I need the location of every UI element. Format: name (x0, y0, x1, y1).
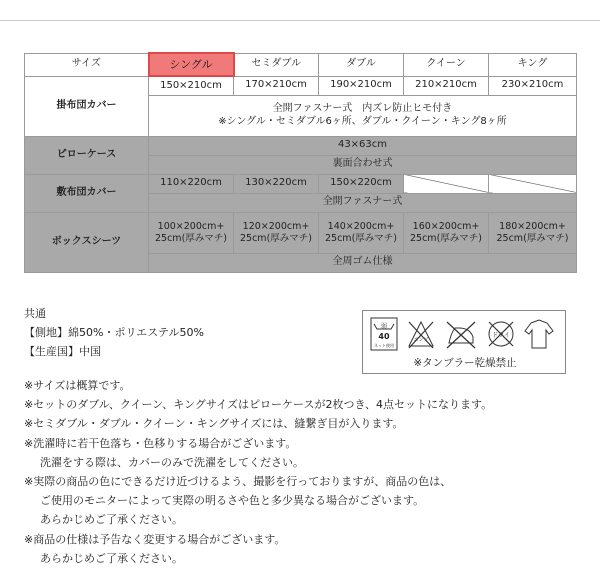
note-line: あらかじめご了承ください。 (40, 551, 183, 565)
box-size-a: 100×200cm+ (157, 220, 225, 232)
box-size-b: 25cm(厚みマチ) (325, 232, 397, 244)
common-spec (24, 304, 204, 361)
mattress-label: 敷布団カバー (25, 174, 149, 212)
note-line: あらかじめご了承ください。 (40, 513, 183, 527)
comforter-note-line1: 全開ファスナー式 内ズレ防止ヒモ付き (272, 103, 453, 114)
mattress-note-cell: 全開ファスナー式 (149, 193, 577, 212)
box-size-a: 160×200cm+ (412, 220, 480, 232)
mattress-size-cell: 110×220cm (149, 174, 234, 193)
box-size-a: 120×200cm+ (242, 220, 310, 232)
note-line: ※セミダブル・ダブル・クイーン・キングサイズには、縫繋ぎ目が入ります。 (24, 417, 404, 431)
no-bleach-icon (409, 322, 433, 348)
box-size-cell (234, 212, 319, 253)
box-size-b: 25cm(厚みマチ) (155, 232, 227, 244)
no-iron-icon (447, 322, 475, 348)
note-line: ご使用のモニターによって実際の明るさや色と多少異なる場合がございます。 (40, 494, 425, 508)
common-title: 共通 (24, 307, 46, 320)
dry-clean-label: ドライ (492, 332, 510, 339)
pillow-note-cell: 裏面合わせ式 (149, 155, 577, 174)
bleach-label: エンソ (413, 337, 429, 343)
comforter-label: 掛布団カバー (25, 76, 149, 136)
wash-temp-label: 40 (378, 332, 390, 341)
box-size-row (25, 212, 577, 253)
box-size-cell (319, 212, 404, 253)
box-note-cell: 全周ゴム仕様 (149, 253, 577, 272)
comforter-size-cell: 150×210cm (149, 76, 234, 95)
mattress-na-cell-king (489, 174, 577, 193)
comforter-note-line2: ※シングル・セミダブル6ヶ所、ダブル・クイーン・キング8ヶ所 (218, 115, 507, 127)
note-line: ※セットのダブル、クイーン、キングサイズはピローケースが2枚つき、4点セットになります。 (24, 398, 493, 412)
origin-spec: 【生産国】中国 (24, 345, 101, 358)
care-label-box (362, 310, 566, 374)
mattress-size-cell: 150×220cm (319, 174, 404, 193)
wash-strength-label: 弱 (380, 323, 388, 330)
comforter-note-cell (149, 95, 577, 136)
pillow-label: ピローケース (25, 136, 149, 174)
note-line: 洗濯をする際は、カバーのみで洗濯をしてください。 (40, 455, 304, 469)
mattress-size-cell: 130×220cm (234, 174, 319, 193)
comforter-size-cell: 210×210cm (404, 76, 489, 95)
notes-list (24, 376, 492, 568)
note-line: ※商品の仕様は予告なく変更する場合がございます。 (24, 532, 286, 546)
comforter-size-cell: 170×210cm (234, 76, 319, 95)
pillow-size-cell: 43×63cm (149, 136, 577, 155)
comforter-size-row (25, 76, 577, 95)
box-size-cell (404, 212, 489, 253)
header-row (25, 53, 577, 76)
header-semi-double[interactable]: セミダブル (234, 53, 319, 76)
comforter-size-cell: 190×210cm (319, 76, 404, 95)
box-size-a: 180×200cm+ (499, 220, 566, 232)
header-queen[interactable]: クイーン (404, 53, 489, 76)
fabric-spec: 【側地】綿50%・ポリエステル50% (24, 326, 204, 339)
box-size-b: 25cm(厚みマチ) (496, 232, 569, 244)
care-symbols (369, 317, 559, 351)
note-line: ※サイズは概算です。 (24, 379, 131, 392)
box-size-b: 25cm(厚みマチ) (240, 232, 312, 244)
box-size-cell (489, 212, 577, 253)
dry-clean-icon (489, 322, 513, 346)
top-divider (0, 20, 600, 21)
wash-net-label: ネット使用 (374, 343, 394, 348)
box-size-cell (149, 212, 234, 253)
box-size-a: 140×200cm+ (327, 220, 395, 232)
note-line: ※実際の商品の色にできるだけ近づけるよう、撮影を行っておりますが、商品の色は、 (24, 475, 452, 489)
tumble-dry-prohibited: ※タンブラー乾燥禁止 (413, 357, 517, 369)
mattress-na-cell-queen (404, 174, 489, 193)
header-size: サイズ (25, 53, 149, 76)
wash-40-net-icon (371, 318, 397, 350)
pillow-size-row (25, 136, 577, 155)
header-king[interactable]: キング (489, 53, 577, 76)
comforter-size-cell: 230×210cm (489, 76, 577, 95)
box-size-b: 25cm(厚みマチ) (410, 232, 482, 244)
hang-dry-icon (525, 320, 553, 348)
size-spec-table (24, 52, 577, 273)
header-single-selected[interactable]: シングル (149, 53, 234, 76)
header-double[interactable]: ダブル (319, 53, 404, 76)
box-label: ボックスシーツ (25, 212, 149, 272)
note-line: ※洗濯時に若干色落ち・色移りする場合がございます。 (24, 436, 297, 450)
mattress-size-row (25, 174, 577, 193)
